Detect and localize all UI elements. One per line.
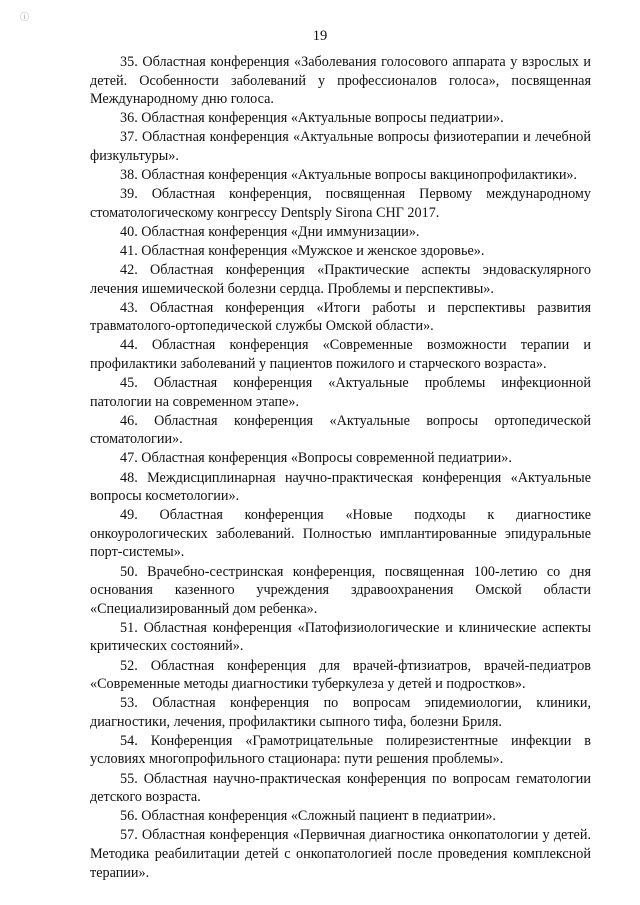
list-item: 48. Междисциплинарная научно-практическая конференция «Актуальные вопросы косметологии». [90,469,591,505]
list-item: 43. Областная конференция «Итоги работы и перспективы развития травматолого-ортопедической службы Омской области». [90,299,591,335]
list-item: 53. Областная конференция по вопросам эпидемиологии, клиники, диагностики, лечения, профилактики сыпного тифа, болезни Бриля. [90,695,591,730]
list-item: 47. Областная конференция «Вопросы современной педиатрии». [120,450,512,467]
list-item: 37. Областная конференция «Актуальные вопросы физиотерапии и лечебной физкультуры». [90,129,591,164]
conference-list [90,53,591,883]
list-item: 45. Областная конференция «Актуальные проблемы инфекционной патологии на современном этапе». [90,375,591,410]
list-item: 36. Областная конференция «Актуальные вопросы педиатрии». [120,110,504,127]
page-number: 19 [312,28,328,44]
list-item: 49. Областная конференция «Новые подходы к диагностике онкоурологических заболеваний. Полностью имплантированные эпидуральные порт-системы». [90,507,591,561]
list-item: 38. Областная конференция «Актуальные вопросы вакцинопрофилактики». [120,167,578,184]
list-item: 39. Областная конференция, посвященная Первому международному стоматологическому конгрессу Dentsply Sirona СНГ 2017. [90,186,591,221]
list-item: 44. Областная конференция «Современные возможности терапии и профилактики заболеваний у пациентов пожилого и старческого возраста». [90,337,591,372]
list-item: 55. Областная научно-практическая конференция по вопросам гематологии детского возраста. [90,770,591,806]
list-item: 46. Областная конференция «Актуальные вопросы ортопедической стоматологии». [90,412,591,448]
corner-mark: ⓘ [20,12,30,22]
list-item: 51. Областная конференция «Патофизиологические и клинические аспекты критических состояний». [90,619,591,655]
list-item: 42. Областная конференция «Практические аспекты эндоваскулярного лечения ишемической болезни сердца. Проблемы и перспективы». [90,262,591,297]
list-item: 35. Областная конференция «Заболевания голосового аппарата у взрослых и детей. Особенности заболеваний у профессионалов голоса», посвященная Международному дню голоса. [90,54,591,108]
list-item: 57. Областная конференция «Первичная диагностика онкопатологии у детей. Методика реабилитации детей с онкопатологией после проведения комплексной терапии». [90,827,591,881]
list-item: 41. Областная конференция «Мужское и женское здоровье». [120,242,485,259]
list-item: 40. Областная конференция «Дни иммунизации». [120,223,420,240]
list-item: 50. Врачебно-сестринская конференция, посвященная 100-летию со дня основания казенного учреждения здравоохранения Омской области «Специализированный дом ребенка». [90,563,591,617]
list-item: 56. Областная конференция «Сложный пациент в педиатрии». [120,808,496,825]
list-item: 52. Областная конференция для врачей-фтизиатров, врачей-педиатров «Современные методы диагностики туберкулеза у детей и подростков». [90,657,591,693]
list-item: 54. Конференция «Грамотрицательные полирезистентные инфекции в условиях многопрофильного стационара: пути решения проблемы». [90,732,591,768]
